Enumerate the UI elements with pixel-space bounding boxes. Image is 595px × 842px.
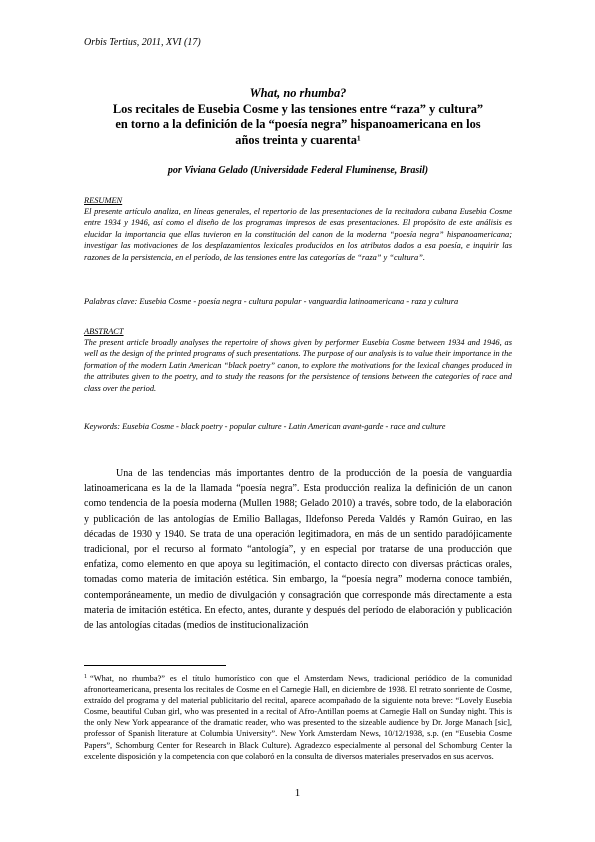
footnote-divider xyxy=(84,665,226,666)
resumen-heading: RESUMEN xyxy=(84,196,123,205)
abstract-text: The present article broadly analyses the repertoire of shows given by performer Eusebia Cosme between 1934 and 1946, as well as the design of the printed programs of such presentations. The purpose of our analysis is to value their importance in the formation of the modern Latin American “black poetry” canon, to explore the motivations for the lexical changes produced in the attributes given to the poetry, and to study the reasons for the persistence of tensions between the categories of race and class over the period. xyxy=(84,338,512,393)
footnote-text: “What, no rhumba?” es el título humorístico con que el Amsterdam News, tradicional periódico de la comunidad afronorteamericana, presenta los recitales de Cosme en el Carnegie Hall, en diciembre de 1938. El retrato sonriente de Cosme, extraído del programa y del material publicitario del recital, aparece acompañado de la siguiente nota breve: “Lovely Eusebia Cosme, beautiful Cuban girl, who was presented in a recital of Afro-Antillan poems at Carnegie Hall on Sunday night. This is the only New York appearance of the dramatic reader, who was presented to the sizeable audience by Dr. Jorge Manach [sic], professor of Spanish literature at Columbia University”. New York Amsterdam News, 10/12/1938, s.p. (en “Eusebia Cosme Papers”, Schomburg Center for Research in Black Culture). Agradezco especialmente al personal del Schomburg Center la excelente disposición y la competencia con que colaboró en la consulta de diversos materiales preservados en sus acervos. xyxy=(84,674,512,761)
title-line-2: Los recitales de Eusebia Cosme y las tensiones entre “raza” y cultura” xyxy=(112,101,484,116)
abstract-keywords: Keywords: Eusebia Cosme - black poetry - popular culture - Latin American avant-garde - race and culture xyxy=(84,422,446,431)
title-line-1: What, no rhumba? xyxy=(249,86,347,100)
title-line-4: años treinta y cuarenta¹ xyxy=(235,132,361,147)
title-line-3: en torno a la definición de la “poesía negra” hispanoamericana en los xyxy=(115,117,481,131)
journal-header: Orbis Tertius, 2011, XVI (17) xyxy=(84,37,201,48)
abstract-heading: ABSTRACT xyxy=(84,327,124,336)
article-title xyxy=(84,86,512,148)
resumen-text: El presente artículo analiza, en líneas generales, el repertorio de las presentaciones de la recitadora cubana Eusebia Cosme entre 1934 y 1946, así como el diseño de los programas impresos de esas presentaciones. El propósito de este análisis es elucidar la importancia que ellas tuvieron en la constitución del canon de la moderna “poesía negra” hispanoamericana; investigar las motivaciones de los desplazamientos lexicales producidos en los atributos dados a esa poesía, e inquirir las razones de la persistencia, en el período, de las tensiones entre las categorías de “raza” y “cultura”. xyxy=(84,207,512,262)
footnote-marker: 1 xyxy=(84,674,87,680)
footnote xyxy=(84,672,512,762)
author-line: por Viviana Gelado (Universidade Federal Fluminense, Brasil) xyxy=(167,165,429,176)
body-paragraph: Una de las tendencias más importantes dentro de la producción de la poesía de vanguardia latinoamericana es la de la llamada “poesía negra”. Esta producción realiza la definición de un canon como tendencia de la poesía moderna (Mullen 1988; Gelado 2010) a través, sobre todo, de la elaboración y publicación de las antologías de Emilio Ballagas, Ildefonso Pereda Valdés y Ramón Guirao, en las décadas de 1930 y 1940. Se trata de una operación legitimadora, en más de un sentido paradójicamente tradicional, por el recurso al formato “antología”, y en especial por tratarse de una producción que enfatiza, como elemento en que apoya su legitimación, el contacto directo con diversas prácticas orales, tomadas como materia de imitación estética. Sin embargo, la “poesía negra” moderna conoce también, contemporáneamente, un medio de divulgación y consagración que corresponde más directamente a esta materia de imitación estética. En efecto, antes, durante y después del período de elaboración y publicación de las antologías citadas (medios de institucionalización xyxy=(84,468,512,632)
page-number: 1 xyxy=(294,787,301,799)
resumen-keywords: Palabras clave: Eusebia Cosme - poesía negra - cultura popular - vanguardia latinoamericana - raza y cultura xyxy=(84,297,459,306)
